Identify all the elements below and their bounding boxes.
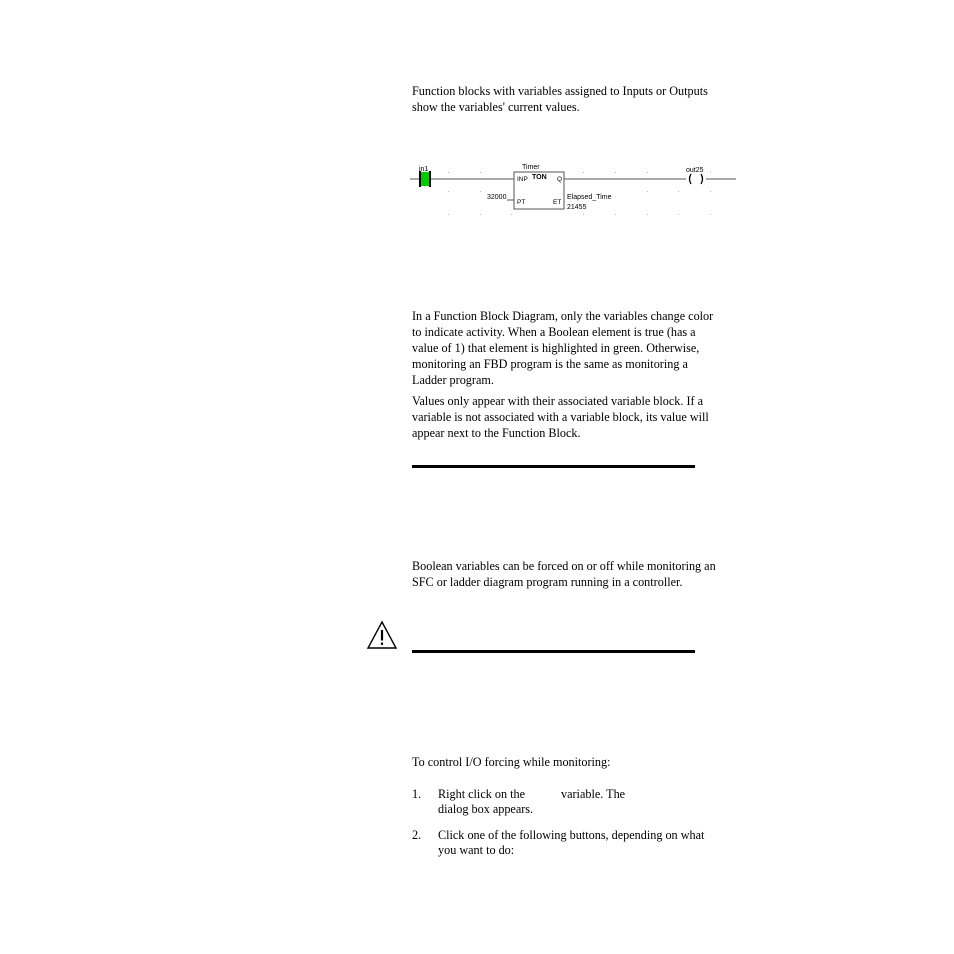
block-type: TON (532, 174, 547, 181)
procedure-intro: To control I/O forcing while monitoring: (412, 755, 611, 769)
et-variable: Elapsed_Time (567, 194, 612, 201)
warning-divider (412, 650, 695, 653)
fbd-monitoring-paragraph (412, 308, 738, 388)
pin-inp: INP (517, 176, 528, 183)
contact-in1[interactable] (420, 171, 430, 187)
procedure-step-1 (412, 787, 738, 817)
forcing-paragraph (412, 558, 738, 590)
step-1-number: 1. (412, 787, 422, 801)
coil-label: out25 (686, 167, 704, 174)
coil-out25[interactable] (690, 174, 703, 184)
values-line-2: variable is not associated with a variable block, its value will (412, 410, 709, 424)
procedure-step-2 (412, 828, 738, 858)
et-value: 21455 (567, 204, 587, 211)
forcing-line-1: Boolean variables can be forced on or off while monitoring an (412, 559, 716, 573)
intro-paragraph (412, 83, 738, 115)
fbd-line-4: monitoring an FBD program is the same as monitoring a (412, 357, 688, 371)
values-line-1: Values only appear with their associated variable block. If a (412, 394, 704, 408)
section-divider (412, 465, 695, 468)
step-2-number: 2. (412, 828, 422, 842)
step-1-text-c: dialog box appears. (438, 802, 534, 816)
intro-line-1: Function blocks with variables assigned to Inputs or Outputs (412, 84, 708, 98)
function-block-diagram (410, 158, 740, 220)
fbd-line-2: to indicate activity. When a Boolean element is true (has a (412, 325, 696, 339)
pt-value: 32000 (487, 194, 507, 201)
step-1-text-a: Right click on the (438, 787, 525, 801)
values-paragraph (412, 393, 738, 441)
pin-pt: PT (517, 199, 526, 206)
fbd-line-5: Ladder program. (412, 373, 494, 387)
contact-label: in1 (419, 166, 429, 173)
block-instance-name: Timer (522, 164, 540, 171)
fbd-line-1: In a Function Block Diagram, only the variables change color (412, 309, 714, 323)
forcing-line-2: SFC or ladder diagram program running in a controller. (412, 575, 683, 589)
fbd-line-3: value of 1) that element is highlighted in green. Otherwise, (412, 341, 700, 355)
step-2-text-b: you want to do: (438, 843, 515, 857)
step-1-text-b: variable. The (561, 787, 626, 801)
step-2-text-a: Click one of the following buttons, depending on what (438, 828, 705, 842)
pin-et: ET (553, 199, 562, 206)
intro-line-2: show the variables' current values. (412, 100, 580, 114)
pin-q: Q (557, 176, 563, 183)
values-line-3: appear next to the Function Block. (412, 426, 581, 440)
warning-triangle-icon (366, 620, 398, 650)
